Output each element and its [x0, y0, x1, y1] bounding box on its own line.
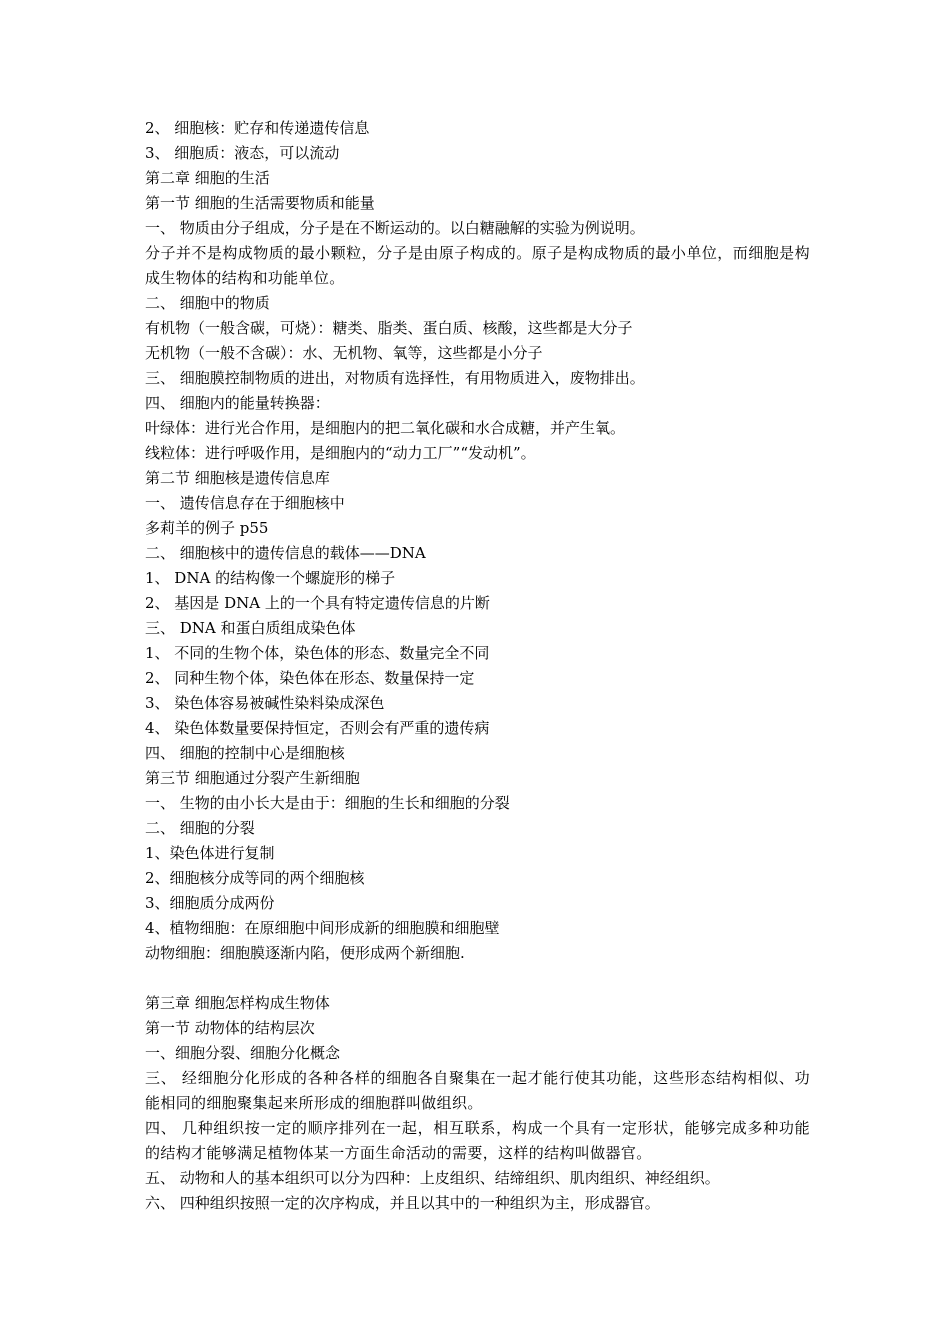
text-line: 一、 遗传信息存在于细胞核中	[145, 494, 345, 512]
text-line: 叶绿体：进行光合作用，是细胞内的把二氧化碳和水合成糖，并产生氧。	[145, 419, 626, 437]
text-line: 3、 染色体容易被碱性染料染成深色	[145, 694, 385, 712]
text-paragraph: 三、 经细胞分化形成的各种各样的细胞各自聚集在一起才能行使其功能，这些形态结构相似、功能相同的细胞聚集起来所形成的细胞群叫做组织。	[145, 1069, 810, 1112]
section-heading: 第二节 细胞核是遗传信息库	[145, 469, 330, 487]
text-line: 有机物（一般含碳，可烧）：糖类、脂类、蛋白质、核酸，这些都是大分子	[145, 319, 633, 337]
text-paragraph: 四、 几种组织按一定的顺序排列在一起，相互联系，构成一个具有一定形状，能够完成多种功能的结构才能够满足植物体某一方面生命活动的需要，这样的结构叫做器官。	[145, 1119, 810, 1162]
text-line: 4、植物细胞：在原细胞中间形成新的细胞膜和细胞壁	[145, 919, 500, 937]
text-line: 四、 细胞内的能量转换器：	[145, 394, 330, 412]
document-body	[145, 116, 810, 1216]
text-line: 1、 不同的生物个体，染色体的形态、数量完全不同	[145, 644, 490, 662]
text-line: 1、 DNA 的结构像一个螺旋形的梯子	[145, 569, 396, 587]
text-line: 一、 生物的由小长大是由于：细胞的生长和细胞的分裂	[145, 794, 510, 812]
text-line: 1、染色体进行复制	[145, 844, 275, 862]
section-heading: 第一节 细胞的生活需要物质和能量	[145, 194, 375, 212]
text-line: 线粒体：进行呼吸作用，是细胞内的“动力工厂”“发动机”。	[145, 444, 536, 462]
text-line: 2、细胞核分成等同的两个细胞核	[145, 869, 365, 887]
text-line: 动物细胞：细胞膜逐渐内陷，便形成两个新细胞.	[145, 944, 465, 962]
text-line: 4、 染色体数量要保持恒定，否则会有严重的遗传病	[145, 719, 490, 737]
text-line: 3、 细胞质：液态，可以流动	[145, 144, 340, 162]
section-heading: 第一节 动物体的结构层次	[145, 1019, 315, 1037]
section-heading: 第三节 细胞通过分裂产生新细胞	[145, 769, 360, 787]
blank-line	[145, 966, 810, 991]
text-line: 无机物（一般不含碳）：水、无机物、氧等，这些都是小分子	[145, 344, 543, 362]
text-line: 多莉羊的例子 p55	[145, 519, 269, 537]
text-line: 二、 细胞中的物质	[145, 294, 270, 312]
text-line: 一、 物质由分子组成，分子是在不断运动的。以白糖融解的实验为例说明。	[145, 219, 645, 237]
text-paragraph: 分子并不是构成物质的最小颗粒，分子是由原子构成的。原子是构成物质的最小单位，而细胞是构成生物体的结构和功能单位。	[145, 244, 810, 287]
chapter-heading: 第二章 细胞的生活	[145, 169, 270, 187]
text-line: 2、 同种生物个体，染色体在形态、数量保持一定	[145, 669, 475, 687]
chapter-heading: 第三章 细胞怎样构成生物体	[145, 994, 330, 1012]
text-line: 六、 四种组织按照一定的次序构成，并且以其中的一种组织为主，形成器官。	[145, 1194, 660, 1212]
text-line: 一、细胞分裂、细胞分化概念	[145, 1044, 341, 1062]
text-line: 二、 细胞核中的遗传信息的载体——DNA	[145, 544, 426, 562]
text-line: 2、 基因是 DNA 上的一个具有特定遗传信息的片断	[145, 594, 490, 612]
text-line: 2、 细胞核：贮存和传递遗传信息	[145, 119, 370, 137]
text-line: 三、 细胞膜控制物质的进出，对物质有选择性，有用物质进入，废物排出。	[145, 369, 645, 387]
text-line: 三、 DNA 和蛋白质组成染色体	[145, 619, 356, 637]
text-line: 五、 动物和人的基本组织可以分为四种：上皮组织、结缔组织、肌肉组织、神经组织。	[145, 1169, 720, 1187]
text-line: 四、 细胞的控制中心是细胞核	[145, 744, 345, 762]
text-line: 二、 细胞的分裂	[145, 819, 255, 837]
text-line: 3、细胞质分成两份	[145, 894, 275, 912]
